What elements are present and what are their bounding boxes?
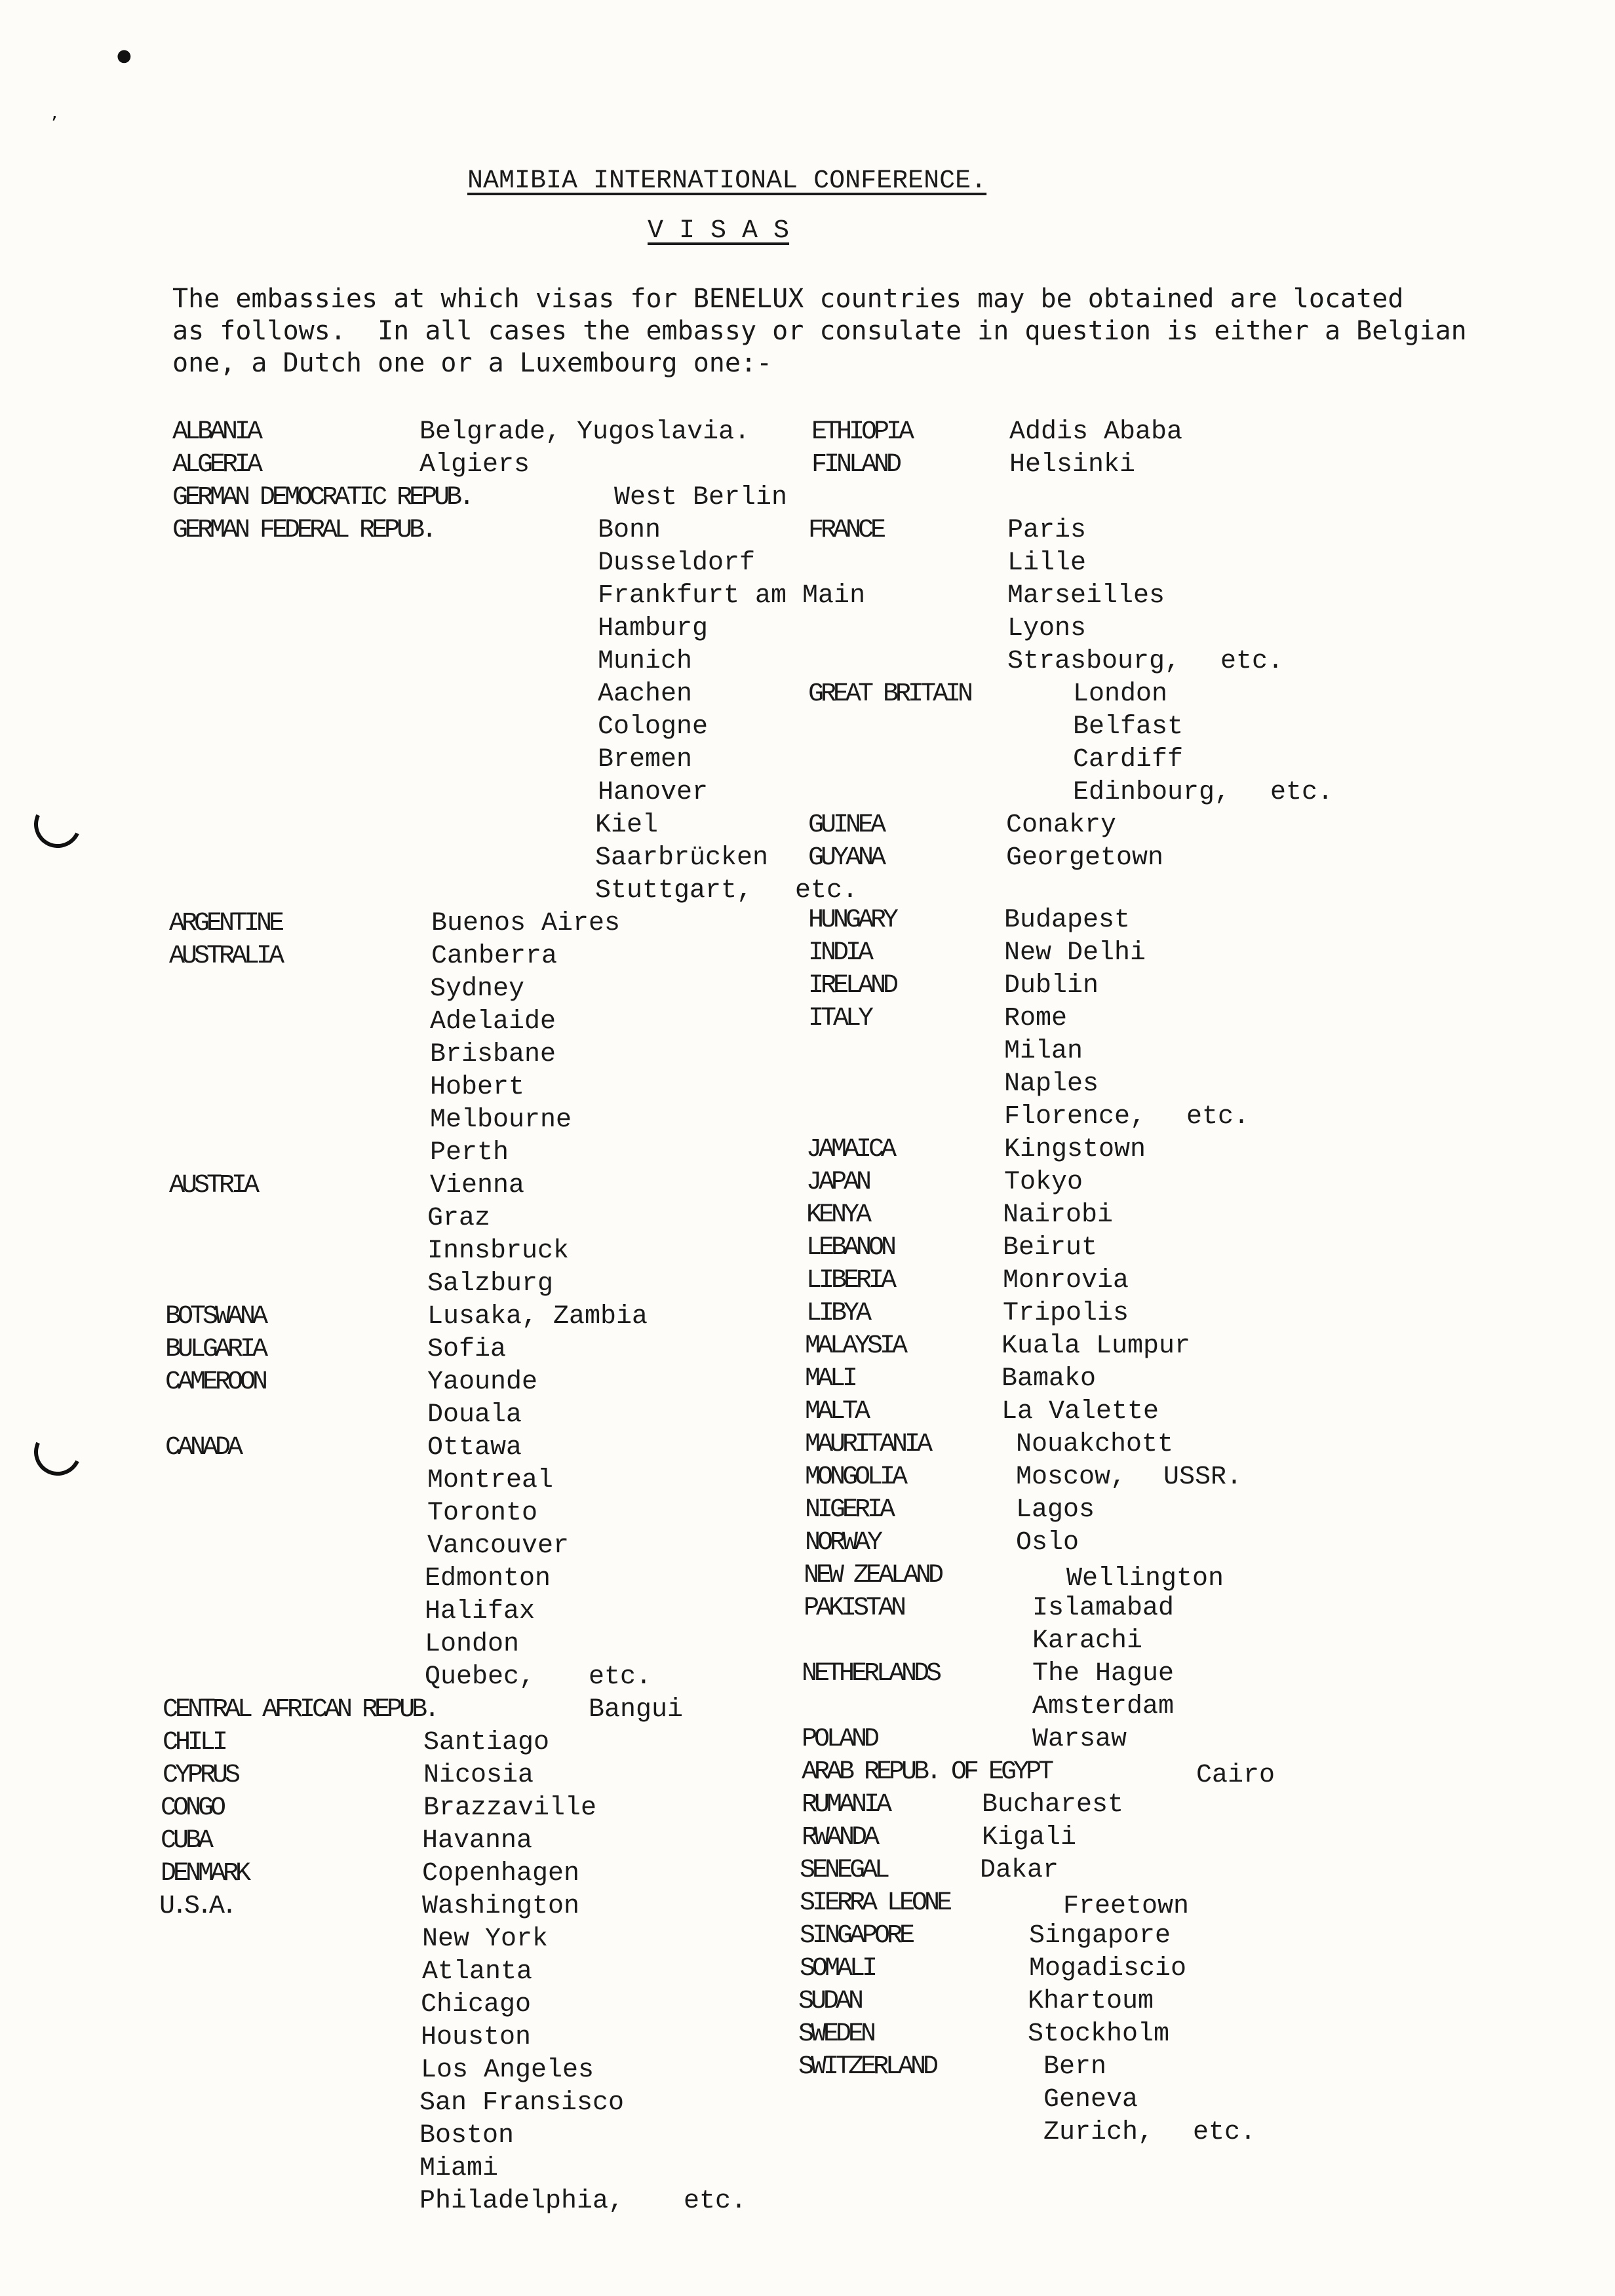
city-name: Geneva [1043,2085,1138,2114]
city-name: Bangui [589,1695,684,1725]
country-name: NETHERLANDS [802,1659,939,1689]
country-name: JAPAN [806,1168,869,1197]
country-name: RWANDA [802,1823,877,1852]
city-name: Mogadiscio [1029,1954,1187,1983]
city-name: Melbourne [430,1105,572,1135]
city-name: Tokyo [1004,1168,1083,1197]
city-name: Edinbourg, [1073,778,1231,807]
country-name: KENYA [806,1200,869,1230]
page-title: NAMIBIA INTERNATIONAL CONFERENCE. [467,166,987,196]
city-name: Islamabad [1032,1594,1175,1623]
country-name: ITALY [808,1004,871,1033]
city-name: Lagos [1016,1495,1095,1525]
country-name: BOTSWANA [165,1302,265,1331]
city-name: Copenhagen [422,1859,580,1888]
country-name: CUBA [161,1826,211,1856]
country-name: ALBANIA [172,417,260,447]
city-name: Singapore [1029,1921,1171,1951]
country-name: MAURITANIA [805,1430,930,1459]
city-name: etc. [684,2187,747,2216]
city-name: Freetown [1063,1892,1190,1921]
city-name: Los Angeles [421,2056,594,2085]
city-name: Munich [598,647,693,676]
country-name: LIBYA [806,1299,869,1328]
page-subtitle: V I S A S [648,216,790,246]
city-name: Dublin [1004,971,1099,1001]
country-name: SOMALI [800,1954,875,1983]
city-name: etc. [589,1662,652,1692]
country-name: CAMEROON [165,1368,265,1397]
scan-tick: ’ [51,113,58,136]
country-name: ARGENTINE [169,909,282,938]
country-name: MALAYSIA [805,1331,905,1361]
city-name: Karachi [1032,1626,1143,1656]
city-name: Boston [419,2121,515,2151]
city-name: Moscow, [1016,1463,1127,1492]
city-name: Cairo [1196,1761,1275,1790]
city-name: Zurich, [1043,2118,1154,2147]
country-name: CANADA [165,1433,241,1463]
city-name: Nairobi [1003,1200,1114,1230]
city-name: London [425,1630,520,1659]
country-name: PAKISTAN [804,1594,904,1623]
city-name: Algiers [419,450,530,480]
country-name: RUMANIA [802,1790,889,1820]
city-name: San Fransisco [419,2088,625,2118]
country-name: IRELAND [808,971,896,1001]
city-name: Miami [419,2154,499,2183]
city-name: Lille [1007,548,1087,578]
country-name: SENEGAL [800,1856,887,1885]
country-name: LEBANON [806,1233,894,1263]
country-name: LIBERIA [806,1266,894,1295]
city-name: Washington [422,1892,580,1921]
intro-line: as follows. In all cases the embassy or consulate in question is either a Belgian [172,316,1467,346]
city-name: Warsaw [1032,1725,1127,1754]
country-name: POLAND [802,1725,877,1754]
city-name: Hanover [598,778,709,807]
city-name: The Hague [1032,1659,1175,1689]
city-name: Brazzaville [423,1793,597,1823]
city-name: Helsinki [1009,450,1136,480]
city-name: New Delhi [1004,938,1146,968]
country-name: INDIA [808,938,871,968]
punch-hole-top [28,794,88,854]
city-name: Vienna [430,1171,525,1200]
city-name: Philadelphia, [419,2187,625,2216]
city-name: Chicago [421,1990,532,2019]
city-name: Salzburg [427,1269,554,1299]
city-name: USSR. [1163,1463,1243,1492]
intro-paragraph [172,283,1542,379]
city-name: Hamburg [598,614,709,643]
country-name: ALGERIA [172,450,260,480]
country-name: DENMARK [161,1859,248,1888]
country-name: FRANCE [808,516,884,545]
city-name: Budapest [1004,906,1131,935]
city-name: etc. [795,876,859,906]
city-name: Kigali [982,1823,1077,1852]
city-name: Toronto [427,1499,538,1528]
country-name: CHILI [163,1728,225,1757]
city-name: Edmonton [425,1564,551,1594]
city-name: Adelaide [430,1007,556,1037]
country-name: GREAT BRITAIN [808,679,971,709]
city-name: Bonn [598,516,661,545]
country-name: GUINEA [808,811,884,840]
city-name: Florence, [1004,1102,1146,1132]
city-name: etc. [1220,647,1284,676]
city-name: etc. [1193,2118,1256,2147]
country-name: SUDAN [798,1987,861,2016]
country-name: BULGARIA [165,1335,265,1364]
country-name: SWEDEN [798,2019,874,2049]
city-name: Brisbane [430,1040,556,1069]
city-name: Sofia [427,1335,507,1364]
city-name: Frankfurt am Main [598,581,866,611]
city-name: Amsterdam [1032,1692,1175,1721]
city-name: Belgrade, Yugoslavia. [419,417,750,447]
city-name: Nicosia [423,1761,534,1790]
city-name: Vancouver [427,1531,570,1561]
country-name: SIERRA LEONE [800,1888,950,1918]
city-name: Dusseldorf [598,548,756,578]
country-name: HUNGARY [808,906,896,935]
country-name: MALI [805,1364,855,1394]
city-name: Kingstown [1004,1135,1146,1164]
country-name: NIGERIA [805,1495,893,1525]
city-name: Quebec, [425,1662,535,1692]
country-name: FINLAND [811,450,899,480]
city-name: Havanna [422,1826,533,1856]
city-name: Bern [1043,2052,1107,2082]
country-name: CENTRAL AFRICAN REPUB. [163,1695,437,1725]
city-name: London [1073,679,1168,709]
city-name: Tripolis [1003,1299,1129,1328]
country-name: CONGO [161,1793,224,1823]
city-name: Bremen [598,745,693,775]
city-name: etc. [1186,1102,1250,1132]
city-name: Beirut [1003,1233,1098,1263]
country-name: U.S.A. [159,1892,235,1921]
city-name: Cologne [598,712,709,742]
city-name: Bucharest [982,1790,1124,1820]
city-name: Graz [427,1204,491,1233]
country-name: SWITZERLAND [798,2052,936,2082]
city-name: Sydney [430,974,525,1004]
country-name: MALTA [805,1397,868,1426]
city-name: Innsbruck [427,1236,570,1266]
country-name: GERMAN FEDERAL REPUB. [172,516,435,545]
country-name: CYPRUS [163,1761,238,1790]
city-name: Stockholm [1028,2019,1170,2049]
city-name: Halifax [425,1597,535,1626]
city-name: Bamako [1002,1364,1097,1394]
city-name: Hobert [430,1073,525,1102]
city-name: Aachen [598,679,693,709]
city-name: Yaounde [427,1368,538,1397]
country-name: GERMAN DEMOCRATIC REPUB. [172,483,472,512]
city-name: West Berlin [614,483,788,512]
country-name: NEW ZEALAND [804,1561,941,1590]
country-name: MONGOLIA [805,1463,905,1492]
city-name: Lusaka, Zambia [427,1302,648,1331]
city-name: Strasbourg, [1007,647,1181,676]
city-name: Marseilles [1007,581,1165,611]
intro-line: The embassies at which visas for BENELUX countries may be obtained are located [172,284,1404,314]
city-name: Dakar [980,1856,1059,1885]
city-name: Rome [1004,1004,1068,1033]
city-name: Lyons [1007,614,1087,643]
city-name: Montreal [427,1466,554,1495]
intro-line: one, a Dutch one or a Luxembourg one:- [172,348,773,378]
city-name: Paris [1007,516,1087,545]
city-name: Naples [1004,1069,1099,1099]
city-name: Oslo [1016,1528,1080,1558]
city-name: Addis Ababa [1009,417,1183,447]
punch-hole-bottom [28,1422,88,1482]
city-name: Buenos Aires [431,909,621,938]
scan-dot: ● [117,46,132,66]
city-name: Houston [421,2023,532,2052]
country-name: ARAB REPUB. OF EGYPT [802,1757,1051,1787]
city-name: Atlanta [422,1957,533,1987]
country-name: JAMAICA [806,1135,894,1164]
city-name: Belfast [1073,712,1184,742]
country-name: AUSTRIA [169,1171,257,1200]
country-name: GUYANA [808,843,884,873]
country-name: NORWAY [805,1528,880,1558]
city-name: Conakry [1006,811,1117,840]
country-name: AUSTRALIA [169,942,282,971]
city-name: Perth [430,1138,509,1168]
city-name: Milan [1004,1037,1083,1066]
city-name: Santiago [423,1728,550,1757]
city-name: La Valette [1002,1397,1159,1426]
city-name: Ottawa [427,1433,522,1463]
city-name: Canberra [431,942,558,971]
city-name: Kuala Lumpur [1002,1331,1191,1361]
city-name: Nouakchott [1016,1430,1174,1459]
city-name: Saarbrücken [595,843,769,873]
city-name: Wellington [1066,1564,1224,1594]
country-name: ETHIOPIA [811,417,912,447]
city-name: Cardiff [1073,745,1184,775]
city-name: Kiel [595,811,659,840]
city-name: Georgetown [1006,843,1164,873]
city-name: Stuttgart, [595,876,753,906]
city-name: New York [422,1924,549,1954]
city-name: etc. [1270,778,1334,807]
city-name: Khartoum [1028,1987,1154,2016]
country-name: SINGAPORE [800,1921,912,1951]
city-name: Douala [427,1400,522,1430]
city-name: Monrovia [1003,1266,1129,1295]
